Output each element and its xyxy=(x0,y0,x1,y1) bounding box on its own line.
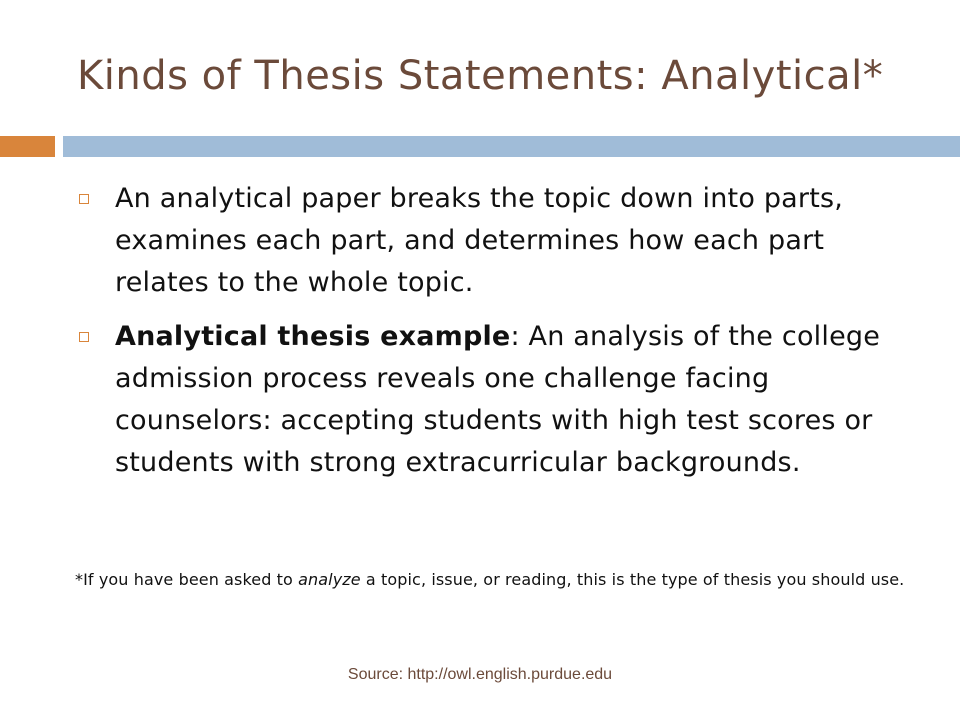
bullet-list xyxy=(75,178,905,496)
bullet-text: : An analysis of the college admission process reveals one challenge facing counselors: accepting students with high test scores or students with strong extracurricular backgrounds. xyxy=(115,321,881,478)
source-citation: Source: http://owl.english.purdue.edu xyxy=(347,666,613,683)
hollow-square-bullet-icon xyxy=(79,332,89,342)
accent-bar-blue xyxy=(63,136,960,157)
footnote-emphasis: analyze xyxy=(298,570,361,589)
hollow-square-bullet-icon xyxy=(79,194,89,204)
accent-bar-orange xyxy=(0,136,55,157)
footnote-text-after: a topic, issue, or reading, this is the type of thesis you should use. xyxy=(360,570,905,589)
bullet-bold-label: Analytical thesis example xyxy=(115,321,511,352)
bullet-text: An analytical paper breaks the topic down into parts, examines each part, and determines how each part relates to the whole topic. xyxy=(115,183,844,298)
footnote xyxy=(75,567,934,592)
slide-title: Kinds of Thesis Statements: Analytical* xyxy=(77,53,884,99)
footnote-text-before: *If you have been asked to xyxy=(75,570,299,589)
bullet-item-definition xyxy=(75,178,905,304)
bullet-item-example xyxy=(75,316,905,484)
